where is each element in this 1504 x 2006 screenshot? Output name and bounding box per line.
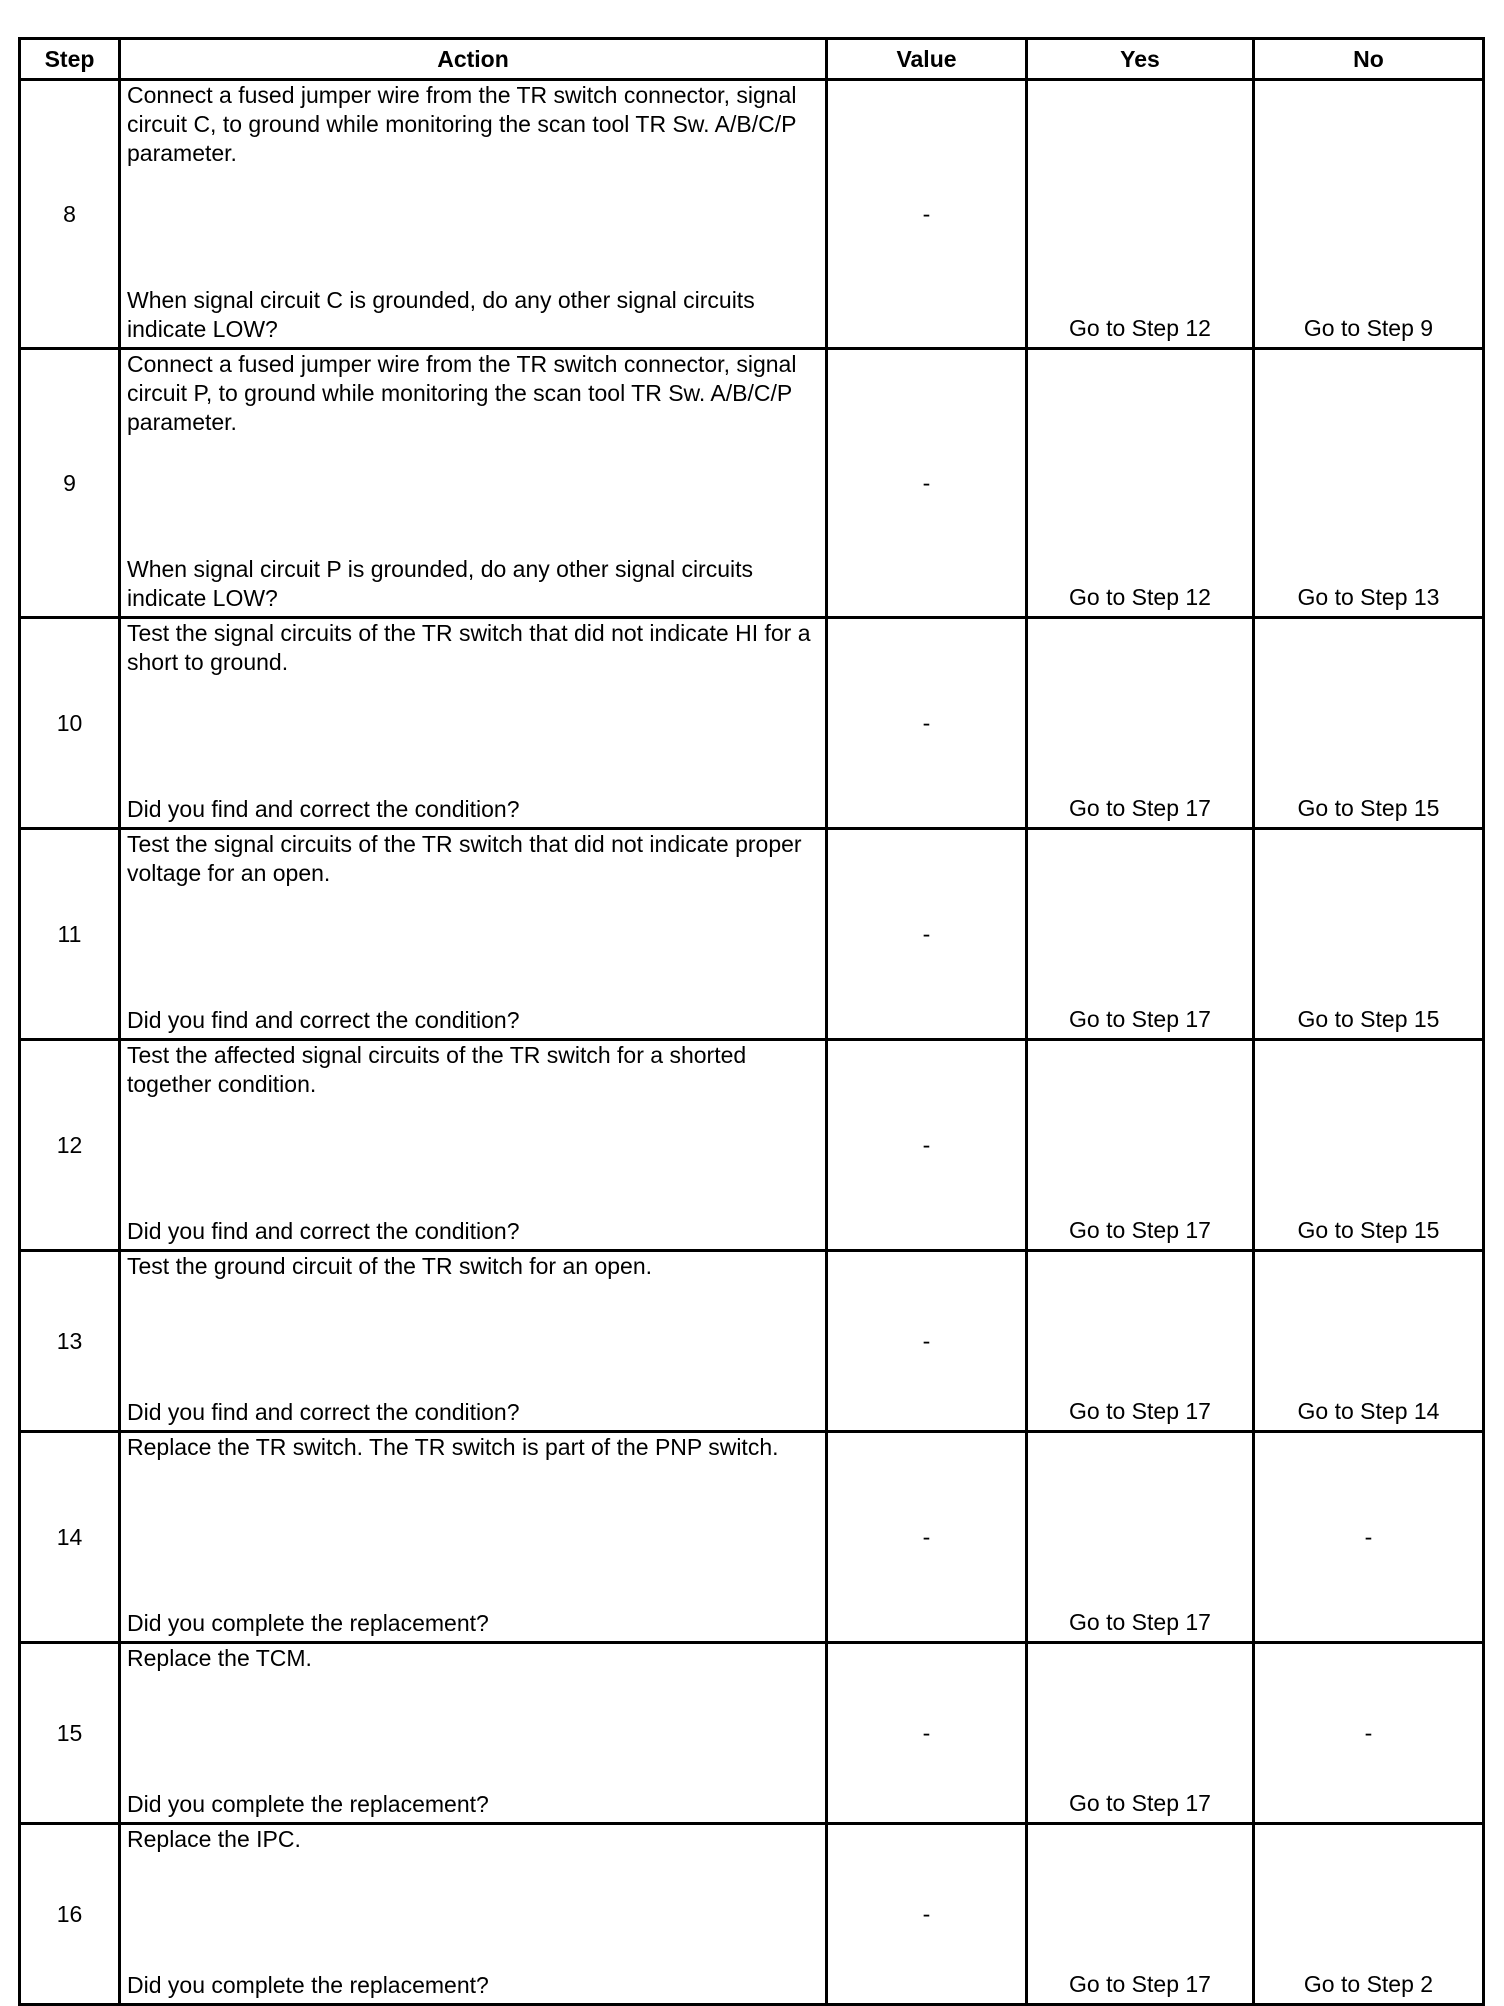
value-cell: - xyxy=(827,1040,1027,1251)
action-cell xyxy=(120,618,827,829)
table-row xyxy=(20,80,1484,349)
header-value: Value xyxy=(827,39,1027,80)
action-question: Did you complete the replacement? xyxy=(127,1972,489,1998)
action-cell xyxy=(120,1040,827,1251)
action-question: Did you find and correct the condition? xyxy=(127,1399,520,1425)
header-no: No xyxy=(1254,39,1484,80)
action-question: When signal circuit P is grounded, do any other signal circuits indicate LOW? xyxy=(127,556,754,611)
value-cell: - xyxy=(827,349,1027,618)
no-cell: Go to Step 15 xyxy=(1254,829,1484,1040)
no-cell: Go to Step 14 xyxy=(1254,1251,1484,1432)
no-cell: - xyxy=(1254,1432,1484,1643)
action-cell xyxy=(120,349,827,618)
action-question: Did you find and correct the condition? xyxy=(127,796,520,822)
diagnostic-table xyxy=(18,37,1485,2006)
action-cell xyxy=(120,1824,827,2005)
no-cell: Go to Step 2 xyxy=(1254,1824,1484,2005)
action-instruction: Test the signal circuits of the TR switch that did not indicate proper voltage for an open. xyxy=(127,831,802,886)
action-question: When signal circuit C is grounded, do any other signal circuits indicate LOW? xyxy=(127,287,755,342)
step-number: 13 xyxy=(20,1251,120,1432)
action-question: Did you find and correct the condition? xyxy=(127,1007,520,1033)
table-row xyxy=(20,618,1484,829)
yes-cell: Go to Step 17 xyxy=(1027,1824,1254,2005)
yes-cell: Go to Step 17 xyxy=(1027,1040,1254,1251)
value-cell: - xyxy=(827,80,1027,349)
yes-cell: Go to Step 17 xyxy=(1027,829,1254,1040)
action-instruction: Test the affected signal circuits of the TR switch for a shorted together condition. xyxy=(127,1042,747,1097)
action-instruction: Replace the IPC. xyxy=(127,1826,301,1852)
action-instruction: Test the ground circuit of the TR switch for an open. xyxy=(127,1253,653,1279)
action-cell xyxy=(120,80,827,349)
step-number: 15 xyxy=(20,1643,120,1824)
header-action: Action xyxy=(120,39,827,80)
action-cell xyxy=(120,1643,827,1824)
step-number: 11 xyxy=(20,829,120,1040)
action-instruction: Connect a fused jumper wire from the TR switch connector, signal circuit C, to ground while monitoring the scan tool TR Sw. A/B/C/P parameter. xyxy=(127,82,797,166)
no-cell: - xyxy=(1254,1643,1484,1824)
yes-cell: Go to Step 17 xyxy=(1027,618,1254,829)
action-cell xyxy=(120,829,827,1040)
table-row xyxy=(20,1643,1484,1824)
action-instruction: Replace the TCM. xyxy=(127,1645,312,1671)
yes-cell: Go to Step 12 xyxy=(1027,80,1254,349)
no-cell: Go to Step 13 xyxy=(1254,349,1484,618)
step-number: 8 xyxy=(20,80,120,349)
header-row xyxy=(20,39,1484,80)
table-row xyxy=(20,1824,1484,2005)
action-cell xyxy=(120,1251,827,1432)
table-row xyxy=(20,829,1484,1040)
yes-cell: Go to Step 17 xyxy=(1027,1643,1254,1824)
action-instruction: Replace the TR switch. The TR switch is part of the PNP switch. xyxy=(127,1434,779,1460)
table-row xyxy=(20,1432,1484,1643)
no-cell: Go to Step 9 xyxy=(1254,80,1484,349)
yes-cell: Go to Step 17 xyxy=(1027,1432,1254,1643)
value-cell: - xyxy=(827,829,1027,1040)
action-question: Did you complete the replacement? xyxy=(127,1791,489,1817)
action-question: Did you find and correct the condition? xyxy=(127,1218,520,1244)
header-step: Step xyxy=(20,39,120,80)
header-yes: Yes xyxy=(1027,39,1254,80)
value-cell: - xyxy=(827,1432,1027,1643)
step-number: 12 xyxy=(20,1040,120,1251)
no-cell: Go to Step 15 xyxy=(1254,1040,1484,1251)
value-cell: - xyxy=(827,1643,1027,1824)
no-cell: Go to Step 15 xyxy=(1254,618,1484,829)
value-cell: - xyxy=(827,1251,1027,1432)
step-number: 14 xyxy=(20,1432,120,1643)
value-cell: - xyxy=(827,1824,1027,2005)
value-cell: - xyxy=(827,618,1027,829)
step-number: 9 xyxy=(20,349,120,618)
step-number: 10 xyxy=(20,618,120,829)
table-row xyxy=(20,1251,1484,1432)
action-cell xyxy=(120,1432,827,1643)
table-row xyxy=(20,349,1484,618)
yes-cell: Go to Step 12 xyxy=(1027,349,1254,618)
table-row xyxy=(20,1040,1484,1251)
yes-cell: Go to Step 17 xyxy=(1027,1251,1254,1432)
action-question: Did you complete the replacement? xyxy=(127,1610,489,1636)
step-number: 16 xyxy=(20,1824,120,2005)
action-instruction: Connect a fused jumper wire from the TR switch connector, signal circuit P, to ground while monitoring the scan tool TR Sw. A/B/C/P parameter. xyxy=(127,351,797,435)
action-instruction: Test the signal circuits of the TR switch that did not indicate HI for a short to ground. xyxy=(127,620,811,675)
